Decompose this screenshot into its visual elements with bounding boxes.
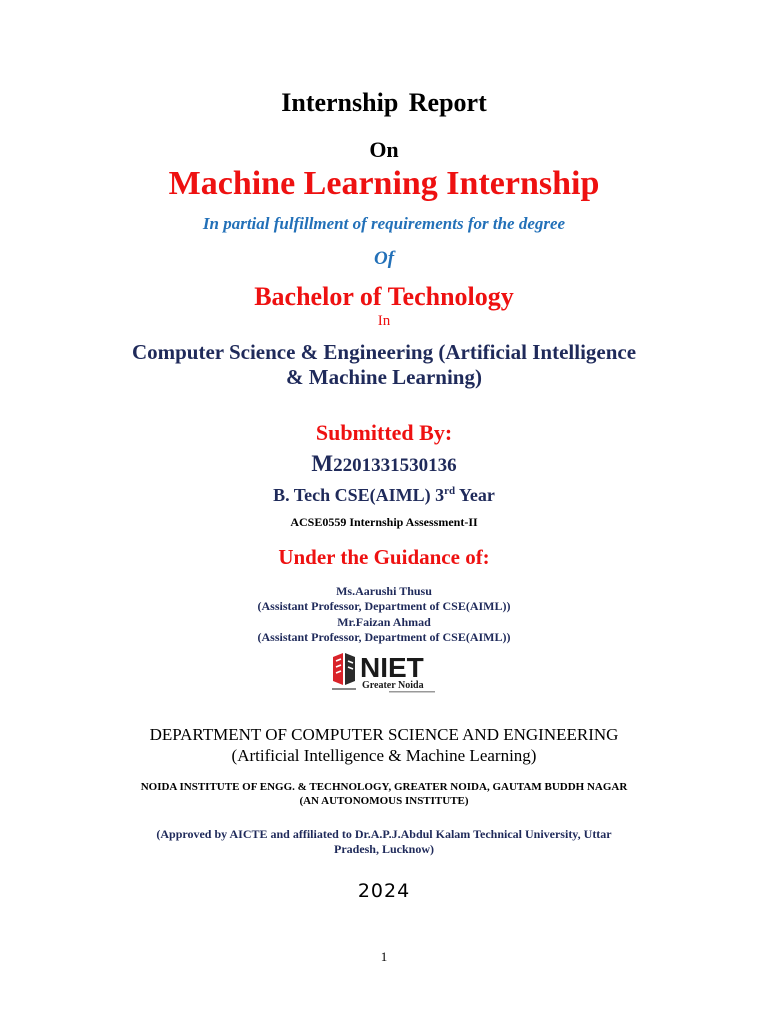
niet-emblem-icon (332, 653, 356, 690)
approval-statement (0, 827, 768, 857)
branch-name (0, 340, 768, 390)
branch-line-2: & Machine Learning) (286, 365, 482, 389)
approval-line-2: Pradesh, Lucknow) (333, 842, 434, 856)
on-label: On (369, 137, 399, 162)
roll-number (0, 451, 768, 477)
submitted-by-heading: Submitted By: (315, 420, 453, 445)
report-title: Internship Report (281, 88, 487, 117)
logo-place: Greater Noida (362, 680, 424, 691)
institute-name: NOIDA INSTITUTE OF ENGG. & TECHNOLOGY, GREATER NOIDA, GAUTAM BUDDH NAGAR (140, 781, 628, 793)
approval-line-1: (Approved by AICTE and affiliated to Dr.A.P.J.Abdul Kalam Technical University, Uttar (156, 827, 612, 841)
department-name: DEPARTMENT OF COMPUTER SCIENCE AND ENGINEERING (149, 725, 619, 744)
year-superscript: rd (444, 485, 456, 497)
guide-2-designation: (Assistant Professor, Department of CSE(AIML)) (257, 630, 511, 644)
page-number: 1 (380, 949, 388, 964)
year-suffix: Year (455, 485, 495, 505)
institute-status: (AN AUTONOMOUS INSTITUTE) (299, 795, 469, 807)
logo-wordmark: NIET (360, 652, 424, 683)
guidance-heading: Under the Guidance of: (278, 545, 490, 569)
niet-logo (329, 651, 445, 695)
in-label: In (377, 313, 391, 329)
degree-name: Bachelor of Technology (254, 282, 514, 311)
course-code: ACSE0559 Internship Assessment-II (290, 515, 478, 529)
of-label: Of (373, 248, 395, 269)
roll-prefix: M (311, 451, 334, 476)
department-specialization: (Artificial Intelligence & Machine Learning) (231, 746, 537, 765)
student-year (0, 485, 768, 506)
guide-1-name: Ms.Aarushi Thusu (336, 584, 432, 598)
report-year: 2024 (357, 880, 411, 902)
internship-subject: Machine Learning Internship (168, 165, 600, 202)
roll-digits: 2201331530136 (333, 455, 457, 476)
year-prefix: B. Tech CSE(AIML) 3 (273, 485, 445, 505)
guide-2-name: Mr.Faizan Ahmad (337, 615, 431, 629)
guide-1-designation: (Assistant Professor, Department of CSE(AIML)) (257, 599, 511, 613)
branch-line-1: Computer Science & Engineering (Artificial Intelligence (131, 340, 637, 364)
partial-fulfillment-text: In partial fulfillment of requirements for the degree (202, 214, 566, 233)
